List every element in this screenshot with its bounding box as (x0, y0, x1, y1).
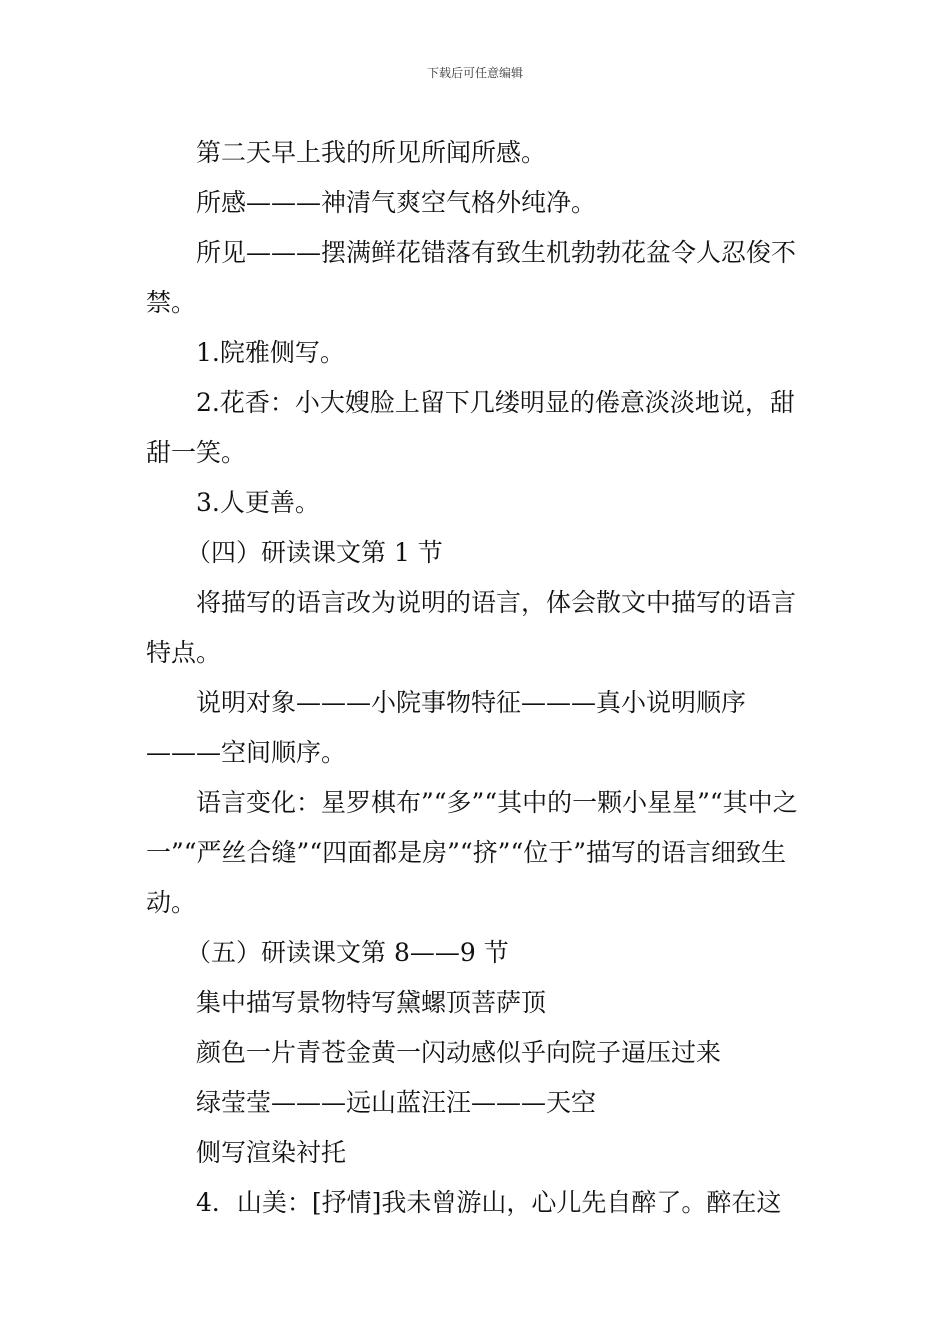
paragraph: 3.人更善。 (196, 488, 320, 517)
paragraph: 所见———摆满鲜花错落有致生机勃勃花盆令人忍俊不禁。 (146, 238, 797, 317)
paragraph: 所感———神清气爽空气格外纯净。 (196, 188, 597, 217)
paragraph: 侧写渲染衬托 (196, 1138, 347, 1167)
paragraph: 说明对象———小院事物特征———真小说明顺序———空间顺序。 (146, 688, 747, 767)
paragraph: 4．山美：[抒情]我未曾游山，心儿先自醉了。醉在这 (196, 1188, 782, 1217)
paragraph: 2.花香：小大嫂脸上留下几缕明显的倦意淡淡地说，甜甜一笑。 (146, 388, 795, 467)
section-heading: （五）研读课文第 8——9 节 (186, 938, 509, 967)
page-header-note: 下载后可任意编辑 (426, 66, 523, 80)
paragraph: 颜色一片青苍金黄一闪动感似乎向院子逼压过来 (196, 1038, 722, 1067)
paragraph: 1.院雅侧写。 (196, 338, 345, 367)
section-heading: （四）研读课文第 1 节 (186, 538, 443, 567)
paragraph: 绿莹莹———远山蓝汪汪———天空 (196, 1088, 597, 1117)
paragraph: 第二天早上我的所见所闻所感。 (196, 138, 547, 167)
paragraph: 语言变化：星罗棋布”“多”“其中的一颗小星星”“其中之一”“严丝合缝”“四面都是房”“挤”“位于”描写的语言细致生动。 (146, 788, 798, 917)
paragraph: 集中描写景物特写黛螺顶菩萨顶 (196, 988, 547, 1017)
document-body (146, 128, 810, 1228)
paragraph: 将描写的语言改为说明的语言，体会散文中描写的语言特点。 (146, 588, 797, 667)
